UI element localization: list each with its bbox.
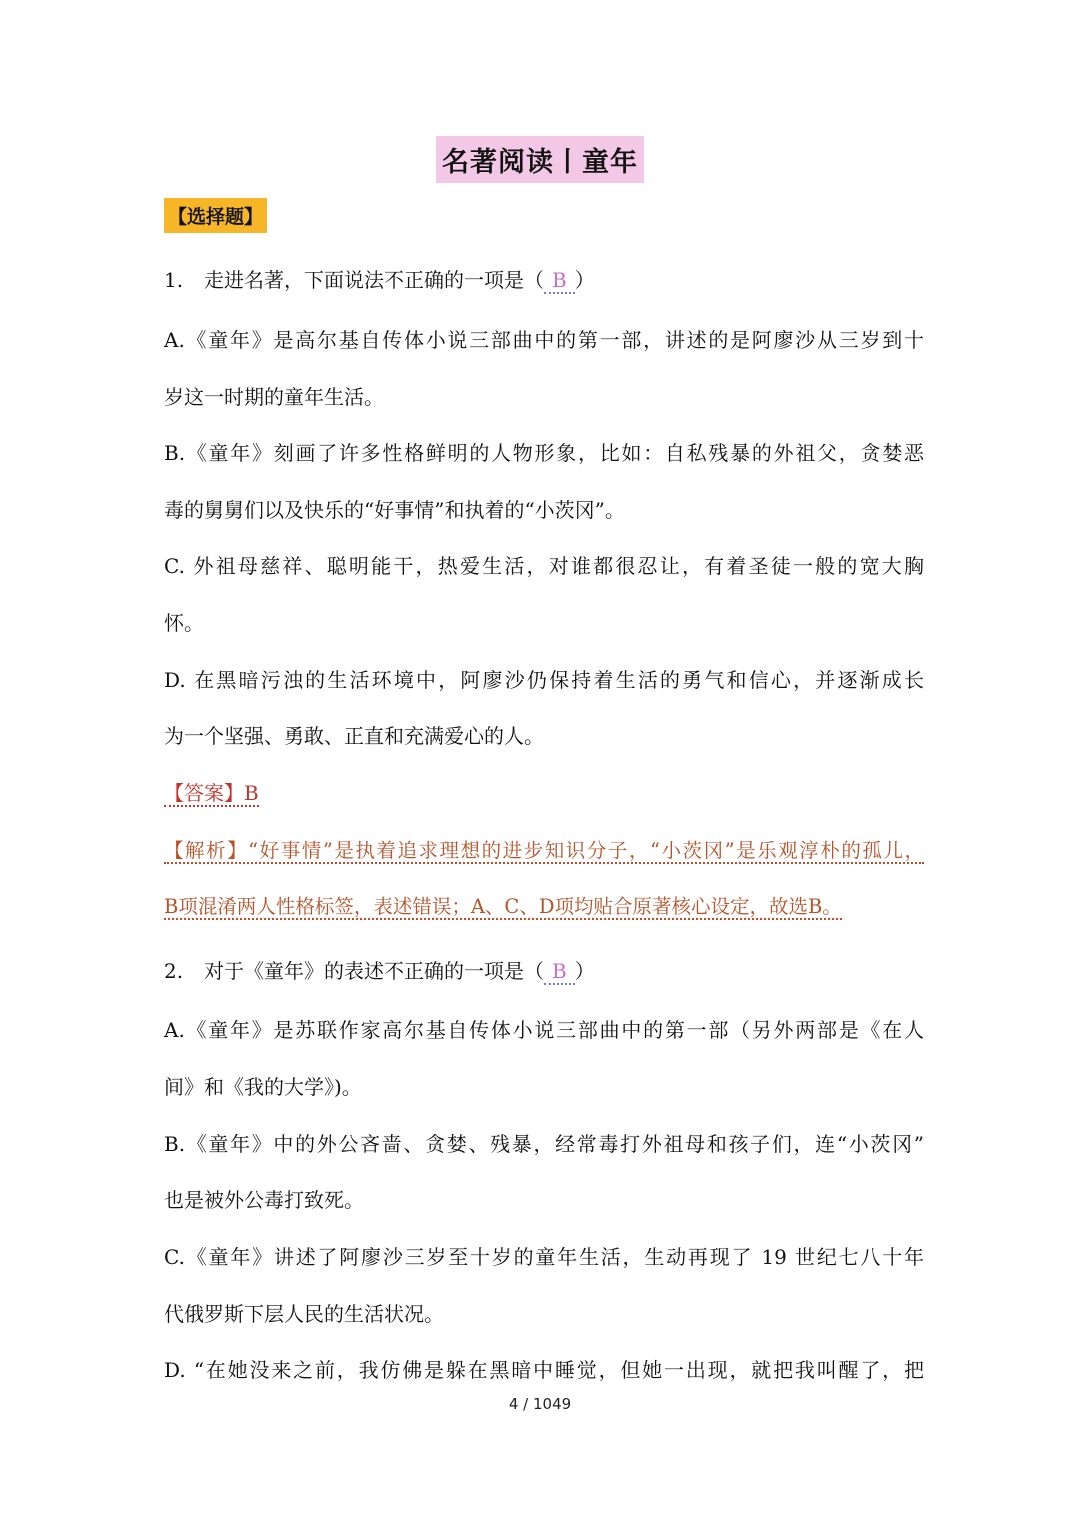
question-text: 走进名著，下面说法不正确的一项是（ (204, 268, 544, 292)
q1-answer-line (164, 779, 924, 807)
q1-option-d-line2: 为一个坚强、勇敢、正直和充满爱心的人。 (164, 724, 544, 748)
q2-option-a-line2: 间》和《我的大学》)。 (164, 1075, 362, 1099)
analysis-text: 【解析】“好事情”是执着追求理想的进步知识分子，“小茨冈”是乐观淳朴的孤儿， (164, 839, 924, 862)
q2-option-d-line1: D. “在她没来之前，我仿佛是躲在黑暗中睡觉，但她一出现，就把我叫醒了，把 (164, 1358, 924, 1382)
answer-label: 【答案】B (164, 781, 259, 805)
q2-option-c-line1: C.《童年》讲述了阿廖沙三岁至十岁的童年生活，生动再现了 19 世纪七八十年 (164, 1245, 924, 1269)
question-text-end: ） (574, 268, 595, 292)
q2-option-b-line2: 也是被外公毒打致死。 (164, 1188, 364, 1212)
question-2-stem (164, 957, 924, 985)
q1-option-b-line1: B.《童年》刻画了许多性格鲜明的人物形象，比如：自私残暴的外祖父，贪婪恶 (164, 441, 924, 465)
q2-option-c-line2: 代俄罗斯下层人民的生活状况。 (164, 1302, 444, 1326)
question-text-end: ） (574, 959, 595, 983)
q1-option-c-line2: 怀。 (164, 611, 204, 635)
q1-option-a-line1: A.《童年》是高尔基自传体小说三部曲中的第一部，讲述的是阿廖沙从三岁到十 (164, 328, 924, 352)
q1-analysis-line2 (164, 892, 924, 921)
q1-analysis-line1 (164, 836, 924, 865)
question-number: 2. (164, 959, 184, 983)
question-text: 对于《童年》的表述不正确的一项是（ (204, 959, 544, 983)
answer-blank: B (544, 959, 575, 985)
answer-blank: B (544, 268, 575, 294)
page-number: 4 / 1049 (508, 1395, 572, 1413)
q2-option-a-line1: A.《童年》是苏联作家高尔基自传体小说三部曲中的第一部（另外两部是《在人 (164, 1018, 924, 1042)
q1-option-d-line1: D. 在黑暗污浊的生活环境中，阿廖沙仍保持着生活的勇气和信心，并逐渐成长 (164, 668, 924, 692)
title-wrap (0, 136, 1080, 183)
q1-option-b-line2: 毒的舅舅们以及快乐的“好事情”和执着的“小茨冈”。 (164, 498, 625, 522)
section-label: 【选择题】 (164, 198, 267, 233)
q1-option-a-line2: 岁这一时期的童年生活。 (164, 385, 384, 409)
analysis-text: B项混淆两人性格标签，表述错误；A、C、D项均贴合原著核心设定，故选B。 (164, 895, 842, 918)
q2-option-b-line1: B.《童年》中的外公吝啬、贪婪、残暴，经常毒打外祖母和孩子们，连“小茨冈” (164, 1132, 924, 1156)
question-number: 1. (164, 268, 184, 292)
q1-option-c-line1: C. 外祖母慈祥、聪明能干，热爱生活，对谁都很忍让，有着圣徒一般的宽大胸 (164, 554, 924, 578)
page-title: 名著阅读丨童年 (436, 136, 644, 183)
question-1-stem (164, 266, 924, 294)
